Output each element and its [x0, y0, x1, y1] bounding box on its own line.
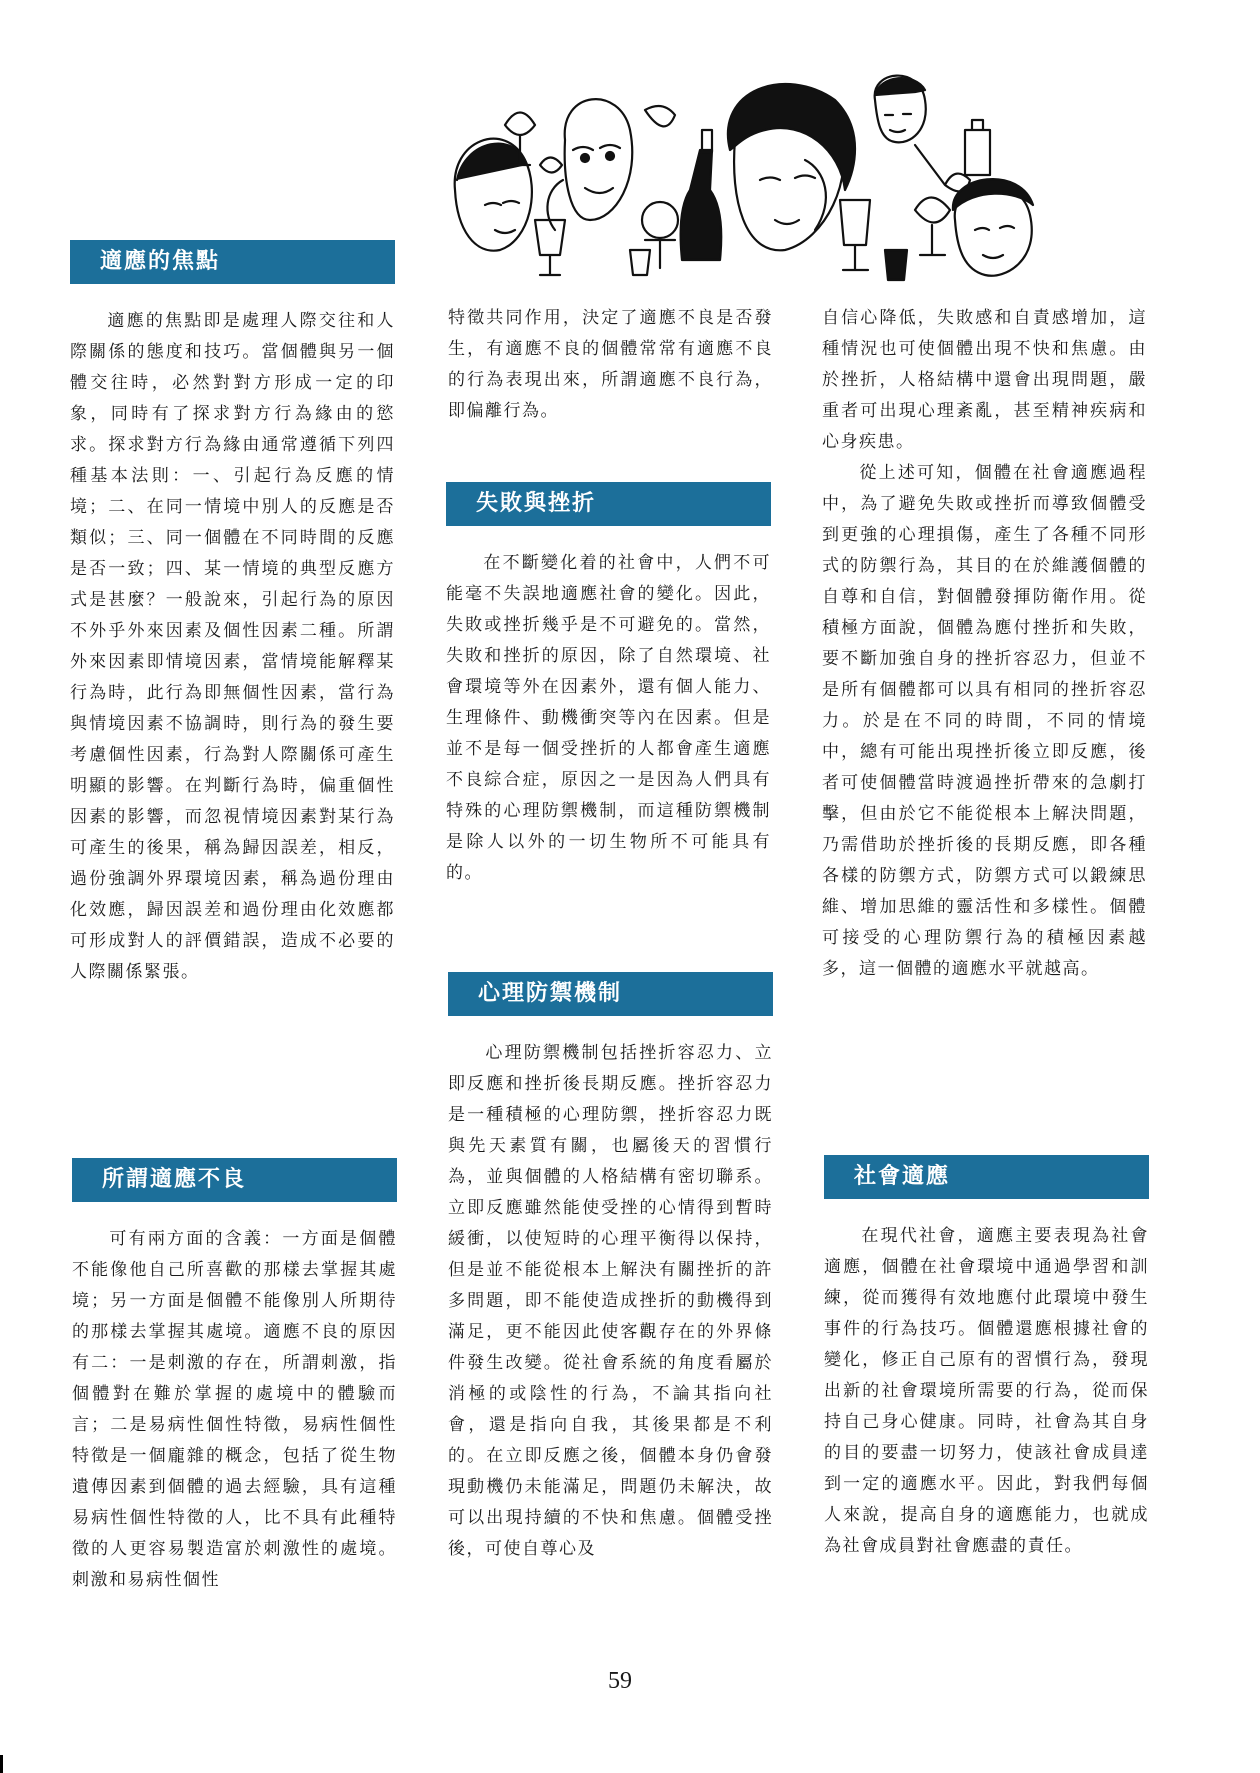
defense-paragraph-part2: 自信心降低，失敗感和自責感增加，這種情況也可使個體出現不快和焦慮。由於挫折，人格結構中還會出現問題，嚴重者可出現心理紊亂，甚至精神疾病和心身疾患。 — [822, 308, 1147, 452]
column-1 — [70, 240, 395, 988]
section-heading-social: 社會適應 — [824, 1155, 1149, 1199]
column-1-lower — [72, 1158, 397, 1596]
column-3 — [822, 303, 1147, 985]
defense-paragraph-part3: 從上述可知，個體在社會適應過程中，為了避免失敗或挫折而導致個體受到更強的心理損傷，產生了各種不同形式的防禦行為，其目的在於維護個體的自尊和自信，對個體發揮防衛作用。從積極方面說，個體為應付挫折和失敗，要不斷加強自身的挫折容忍力，但並不是所有個體都可以具有相同的挫折容忍力。於是在不同的時間，不同的情境中，總有可能出現挫折後立即反應，後者可使個體當時渡過挫折帶來的急劇打擊，但由於它不能從根本上解決問題，乃需借助於挫折後的長期反應，即各種各樣的防禦方式，防禦方式可以鍛練思維、增加思維的靈活性和多樣性。個體可接受的心理防禦行為的積極因素越多，這一個體的適應水平就越高。 — [822, 463, 1147, 979]
section-heading-defense: 心理防禦機制 — [448, 972, 773, 1016]
drinking-party-illustration — [445, 70, 1045, 285]
section-heading-frustration: 失敗與挫折 — [446, 482, 771, 526]
section-heading-focus: 適應的焦點 — [70, 240, 395, 284]
page-number: 59 — [608, 1668, 632, 1694]
maladaptation-paragraph-part2: 特徵共同作用，決定了適應不良是否發生，有適應不良的個體常常有適應不良的行為表現出來，所謂適應不良行為，即偏離行為。 — [448, 308, 773, 421]
column-2-defense — [448, 972, 773, 1565]
column-3-social — [824, 1155, 1149, 1562]
column-2-frustration — [446, 482, 771, 889]
focus-paragraph: 適應的焦點即是處理人際交往和人際關係的態度和技巧。當個體與另一個體交往時，必然對對方形成一定的印象，同時有了探求對方行為緣由的慾求。探求對方行為緣由通常遵循下列四種基本法則：一、引起行為反應的情境；二、在同一情境中別人的反應是否類似；三、同一個體在不同時間的反應是否一致；四、某一情境的典型反應方式是甚麼？一般說來，引起行為的原因不外乎外來因素及個性因素二種。所謂外來因素即情境因素，當情境能解釋某行為時，此行為即無個性因素，當行為與情境因素不協調時，則行為的發生要考慮個性因素，行為對人際關係可產生明顯的影響。在判斷行為時，偏重個性因素的影響，而忽視情境因素對某行為可產生的後果，稱為歸因誤差，相反，過份強調外界環境因素，稱為過份理由化效應，歸因誤差和過份理由化效應都可形成對人的評價錯誤，造成不必要的人際關係緊張。 — [70, 311, 395, 982]
social-paragraph: 在現代社會，適應主要表現為社會適應，個體在社會環境中通過學習和訓練，從而獲得有效地應付此環境中發生事件的行為技巧。個體還應根據社會的變化，修正自己原有的習慣行為，發現出新的社會環境所需要的行為，從而保持自己身心健康。同時，社會為其自身的目的要盡一切努力，使該社會成員達到一定的適應水平。因此，對我們每個人來說，提高自身的適應能力，也就成為社會成員對社會應盡的責任。 — [824, 1226, 1149, 1556]
scan-edge-mark — [0, 1755, 3, 1773]
illustration-svg — [445, 70, 1045, 285]
maladaptation-paragraph-part1: 可有兩方面的含義：一方面是個體不能像他自己所喜歡的那樣去掌握其處境；另一方面是個體不能像別人所期待的那樣去掌握其處境。適應不良的原因有二：一是刺激的存在，所謂刺激，指個體對在難於掌握的處境中的體驗而言；二是易病性個性特徵，易病性個性特徵是一個龐雜的概念，包括了從生物遺傳因素到個體的過去經驗，具有這種易病性個性特徵的人，比不具有此種特徵的人更容易製造富於刺激性的處境。刺激和易病性個性 — [72, 1229, 397, 1590]
section-heading-maladaptation: 所謂適應不良 — [72, 1158, 397, 1202]
frustration-paragraph: 在不斷變化着的社會中，人們不可能毫不失誤地適應社會的變化。因此，失敗或挫折幾乎是不可避免的。當然，失敗和挫折的原因，除了自然環境、社會環境等外在因素外，還有個人能力、生理條件、動機衝突等內在因素。但是並不是每一個受挫折的人都會產生適應不良綜合症，原因之一是因為人們具有特殊的心理防禦機制，而這種防禦機制是除人以外的一切生物所不可能具有的。 — [446, 553, 771, 883]
defense-paragraph-part1: 心理防禦機制包括挫折容忍力、立即反應和挫折後長期反應。挫折容忍力是一種積極的心理防禦，挫折容忍力既與先天素質有關，也屬後天的習慣行為，並與個體的人格結構有密切聯系。立即反應雖然能使受挫的心情得到暫時緩衝，以使短時的心理平衡得以保持，但是並不能從根本上解決有關挫折的許多問題，即不能使造成挫折的動機得到滿足，更不能因此使客觀存在的外界條件發生改變。從社會系統的角度看屬於消極的或陰性的行為，不論其指向社會，還是指向自我，其後果都是不利的。在立即反應之後，個體本身仍會發現動機仍未能滿足，問題仍未解決，故可以出現持續的不快和焦慮。個體受挫後，可使自尊心及 — [448, 1043, 773, 1559]
column-2 — [448, 303, 773, 427]
